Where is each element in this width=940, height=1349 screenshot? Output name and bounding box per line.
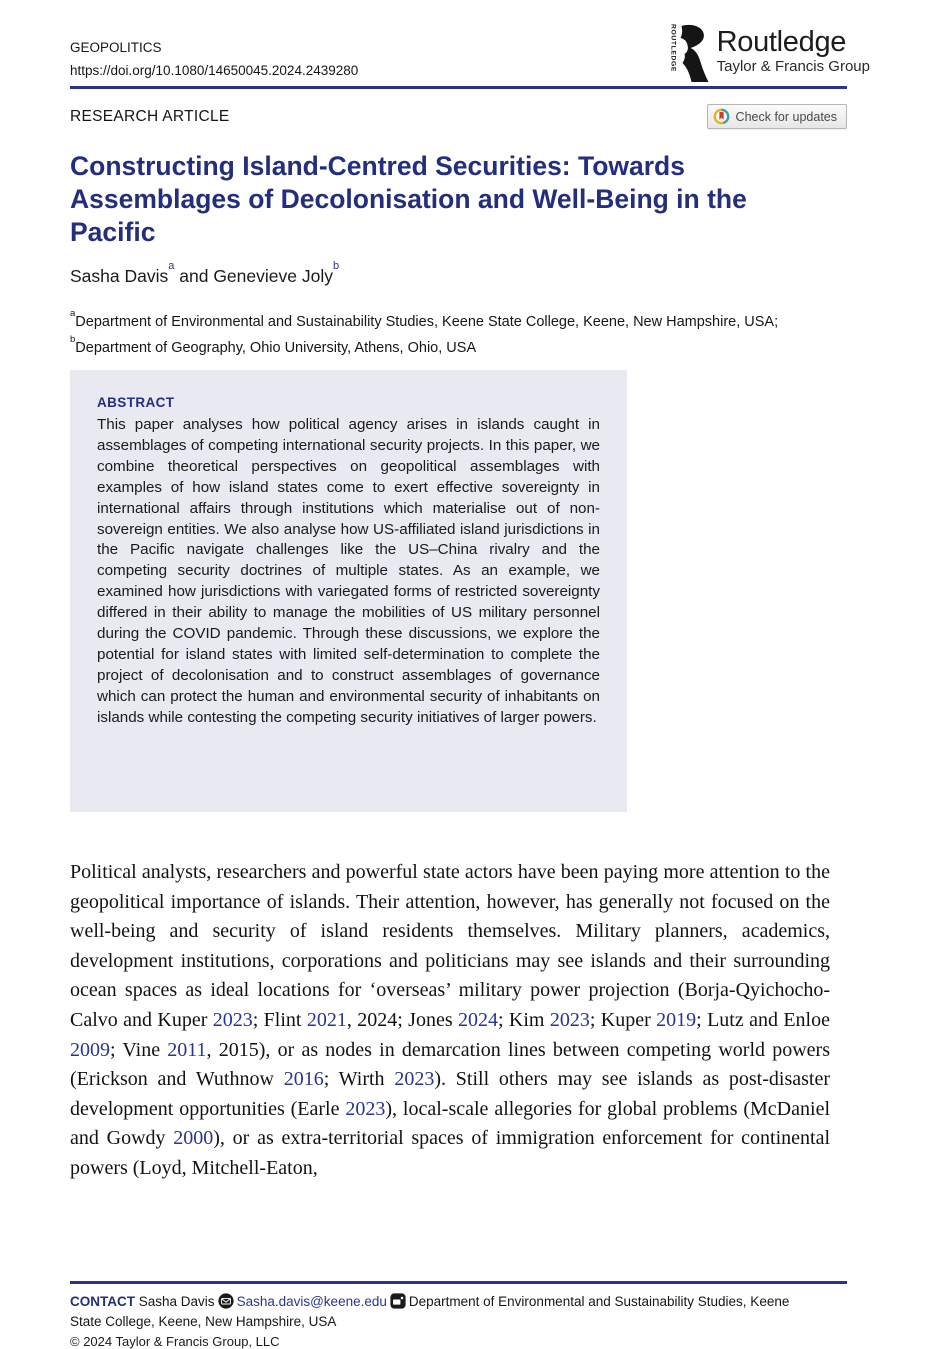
affiliation-building-icon: [390, 1293, 406, 1309]
contact-name: Sasha Davis: [138, 1294, 215, 1309]
affiliation-b-text: Department of Geography, Ohio University, Athens, Ohio, USA: [75, 339, 477, 356]
contact-line: [70, 1292, 820, 1331]
affiliation-b-sup: b: [70, 333, 76, 345]
affiliations: [70, 307, 850, 359]
author-2-affiliation-link[interactable]: b: [332, 260, 340, 273]
article-type-label: RESEARCH ARTICLE: [70, 107, 230, 125]
body-text: ), local-scale allegories for global problems (McDaniel and Gowdy: [70, 1097, 830, 1150]
header-divider: [70, 86, 847, 89]
citation-year-link[interactable]: 2023: [394, 1068, 435, 1091]
title-line-3: Pacific: [70, 217, 156, 247]
citation-year-link[interactable]: 2009: [70, 1038, 110, 1061]
abstract-heading: ABSTRACT: [97, 395, 175, 410]
contact-affiliation: Department of Environmental and Sustainability Studies, Keene State College, Keene, New Hampshire, USA: [70, 1294, 790, 1329]
body-text: ; Lutz and Enloe: [696, 1008, 830, 1031]
body-text: ). Still others may see islands as post-disaster development opportunities (Earle: [70, 1068, 830, 1120]
body-text: ; Kim: [497, 1008, 550, 1031]
routledge-vertical-text: ROUTLEDGE: [669, 24, 677, 73]
citation-year-link[interactable]: 2016: [283, 1068, 324, 1091]
title-line-1: Constructing Island-Centred Securities: Towards: [70, 151, 685, 181]
journal-name: GEOPOLITICS: [70, 40, 162, 55]
publisher-brand: Routledge: [716, 26, 847, 58]
citation-year-link[interactable]: 2023: [549, 1008, 590, 1031]
author-2-name: Genevieve Joly: [213, 266, 333, 286]
publisher-logo: [670, 24, 870, 82]
body-text: Political analysts, researchers and powerful state actors have been paying more attention to the geopolitical importance of islands. Their attention, however, has generally not focused on the well-being and security of island residents themselves. Military planners, academics, development institutions, corporations and politicians may see islands and their surrounding ocean spaces as ideal locations for ‘overseas’ military power projection (Borja-Qyichocho-Calvo and Kuper: [70, 861, 830, 1031]
contact-email-link[interactable]: Sasha.davis@keene.edu: [236, 1294, 387, 1309]
routledge-device: [670, 24, 709, 82]
affiliation-a-sup: a: [70, 308, 76, 319]
journal-header: [70, 36, 358, 82]
citation-year-link[interactable]: 2023: [212, 1008, 253, 1031]
abstract-panel: [70, 370, 627, 812]
body-text: ; Wirth: [323, 1068, 395, 1091]
copyright-line: © 2024 Taylor & Francis Group, LLC: [70, 1334, 280, 1349]
body-text: , 2024; Jones: [346, 1008, 458, 1031]
body-text: ; Flint: [252, 1008, 307, 1031]
citation-year-link[interactable]: 2019: [656, 1008, 697, 1031]
citation-year-link[interactable]: 2023: [345, 1097, 386, 1120]
authors-joiner: and: [174, 266, 214, 286]
author-1-name: Sasha Davis: [70, 266, 169, 286]
body-text: , 2015), or as nodes in demarcation lines between competing world powers (Erickson and Wuthnow: [70, 1038, 830, 1091]
crossmark-icon: [713, 108, 730, 125]
contact-label: CONTACT: [70, 1294, 135, 1309]
citation-year-link[interactable]: 2021: [306, 1008, 347, 1031]
body-text: ; Vine: [110, 1038, 168, 1061]
affiliation-a-text: Department of Environmental and Sustainability Studies, Keene State College, Keene, New Hampshire, USA;: [75, 313, 779, 330]
citation-year-link[interactable]: 2024: [457, 1008, 498, 1031]
abstract-text: This paper analyses how political agency arises in islands caught in assemblages of competing international security projects. In this paper, we combine theoretical perspectives on geopolitical assemblages with examples of how island states come to exert effective sovereignty in international affairs through institutions which materialise out of non-sovereign entities. We also analyse how US-affiliated island jurisdictions in the Pacific navigate challenges like the US–China rivalry and the competing security doctrines of multiple states. As an example, we examined how jurisdictions with variegated forms of restricted sovereignty differed in their ability to manage the mobilities of US military personnel during the COVID pandemic. Through these discussions, we explore the potential for island states with limited self-determination to complete the project of decolonisation and to construct assemblages of governance which can protect the human and environmental security of inhabitants on islands while contesting the competing security initiatives of larger powers.: [97, 416, 600, 726]
check-for-updates-button[interactable]: [707, 104, 847, 129]
author-line: [70, 260, 340, 287]
body-text: ; Kuper: [589, 1008, 657, 1031]
author-1-affiliation-link[interactable]: a: [168, 260, 175, 273]
email-icon: [218, 1293, 234, 1309]
routledge-r-icon: [678, 24, 709, 82]
check-for-updates-label: Check for updates: [735, 109, 837, 124]
footer-divider: [70, 1281, 847, 1284]
title-line-2: Assemblages of Decolonisation and Well-Being in the: [70, 184, 747, 214]
body-text: ), or as extra-territorial spaces of immigration enforcement for continental powers (Loyd, Mitchell-Eaton,: [70, 1127, 830, 1179]
doi-link[interactable]: https://doi.org/10.1080/14650045.2024.2439280: [70, 63, 359, 78]
citation-year-link[interactable]: 2000: [173, 1127, 214, 1150]
page-title: [70, 150, 840, 249]
body-paragraph: [70, 858, 830, 1184]
publisher-group: Taylor & Francis Group: [716, 58, 870, 75]
citation-year-link[interactable]: 2011: [167, 1038, 207, 1061]
